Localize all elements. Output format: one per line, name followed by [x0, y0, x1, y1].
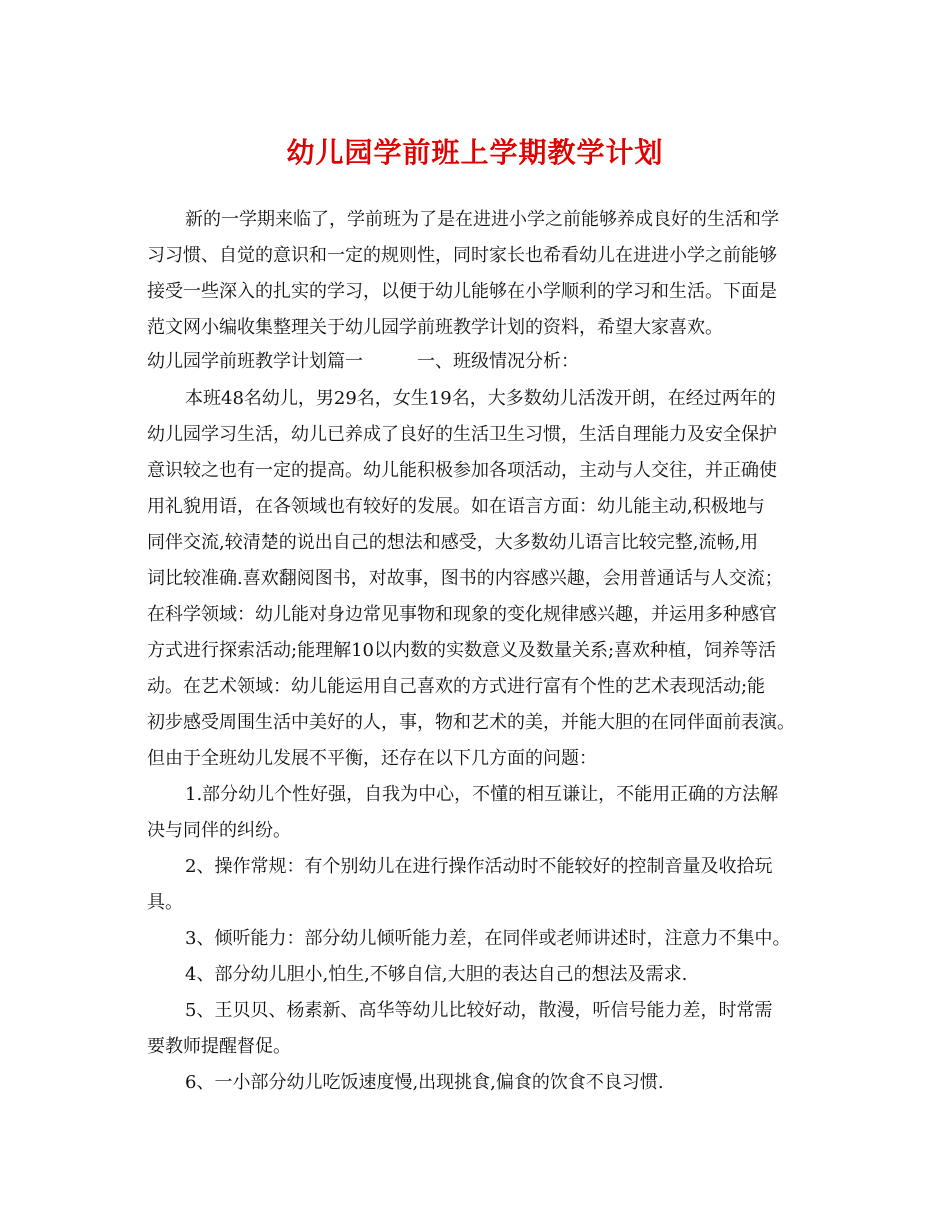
document-title: 幼儿园学前班上学期教学计划: [286, 136, 664, 169]
intro-line: 习习惯、自觉的意识和一定的规则性，同时家长也希看幼儿在进进小学之前能够: [147, 245, 777, 266]
intro-line: 接受一些深入的扎实的学习，以便于幼儿能够在小学顺利的学习和生活。下面是: [147, 281, 777, 302]
analysis-line: 动。在艺术领域：幼儿能运用自己喜欢的方式进行富有个性的艺术表现活动;能: [147, 676, 766, 697]
analysis-line: 初步感受周围生活中美好的人，事，物和艺术的美，并能大胆的在同伴面前表演。: [147, 712, 795, 733]
issue-line: 3、倾听能力：部分幼儿倾听能力差，在同伴或老师讲述时，注意力不集中。: [185, 928, 791, 949]
issue-line: 决与同伴的纠纷。: [147, 820, 291, 841]
issue-line: 2、操作常规：有个别幼儿在进行操作活动时不能较好的控制音量及收拾玩: [185, 856, 773, 877]
intro-line: 范文网小编收集整理关于幼儿园学前班教学计划的资料，希望大家喜欢。: [147, 317, 723, 338]
analysis-line: 本班48名幼儿，男29名，女生19名，大多数幼儿活泼开朗，在经过两年的: [185, 388, 776, 409]
issue-line: 1.部分幼儿个性好强，自我为中心，不懂的相互谦让，不能用正确的方法解: [185, 784, 779, 805]
analysis-line: 在科学领域：幼儿能对身边常见事物和现象的变化规律感兴趣，并运用多种感官: [147, 604, 777, 625]
analysis-line: 但由于全班幼儿发展不平衡，还存在以下几方面的问题：: [147, 748, 597, 769]
issue-line: 6、一小部分幼儿吃饭速度慢,出现挑食,偏食的饮食不良习惯.: [185, 1072, 664, 1093]
analysis-line: 同伴交流,较清楚的说出自己的想法和感受，大多数幼儿语言比较完整,流畅,用: [147, 532, 759, 553]
analysis-line: 用礼貌用语，在各领域也有较好的发展。如在语言方面：幼儿能主动,积极地与: [147, 496, 765, 517]
intro-line: 新的一学期来临了，学前班为了是在进进小学之前能够养成良好的生活和学: [185, 209, 779, 230]
issue-line: 要教师提醒督促。: [147, 1036, 291, 1057]
analysis-line: 意识较之也有一定的提高。幼儿能积极参加各项活动，主动与人交往，并正确使: [147, 460, 777, 481]
issue-line: 具。: [147, 892, 183, 913]
issue-line: 5、王贝贝、杨素新、高华等幼儿比较好动，散漫，听信号能力差，时常需: [185, 1000, 773, 1021]
analysis-line: 词比较准确.喜欢翻阅图书，对故事，图书的内容感兴趣，会用普通话与人交流；: [147, 568, 783, 589]
analysis-line: 方式进行探索活动;能理解10以内数的实数意义及数量关系;喜欢种植，饲养等活: [147, 640, 777, 661]
issue-line: 4、部分幼儿胆小,怕生,不够自信,大胆的表达自己的想法及需求.: [185, 964, 688, 985]
analysis-line: 幼儿园学习生活，幼儿已养成了良好的生活卫生习惯，生活自理能力及安全保护: [147, 424, 777, 445]
section-heading: 幼儿园学前班教学计划篇一 一、班级情况分析：: [147, 351, 579, 372]
